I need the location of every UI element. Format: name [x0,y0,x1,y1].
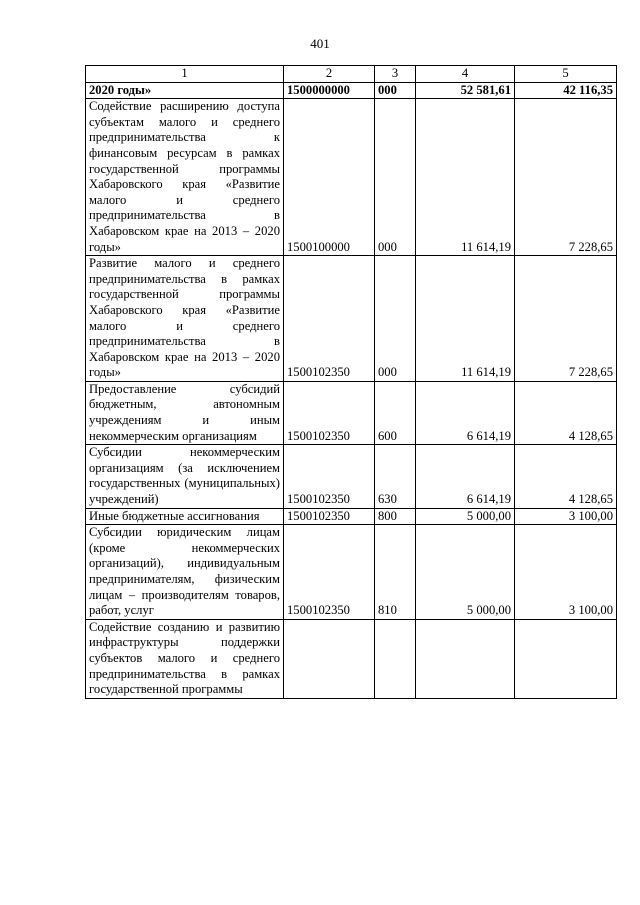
row-code-cell [284,619,375,698]
row-amount-col4-cell [416,619,515,698]
header-row [86,66,617,83]
row-amount-col4-cell: 6 614,19 [416,445,515,508]
page-number: 401 [310,36,330,51]
table-row [86,99,617,256]
header-col-3: 3 [375,66,416,83]
budget-table [85,65,617,699]
row-amount-col4-cell: 11 614,19 [416,256,515,382]
row-amount-col4-cell: 6 614,19 [416,381,515,444]
row-expense-type-cell: 600 [375,381,416,444]
table-row [86,619,617,698]
row-expense-type-cell: 810 [375,525,416,620]
row-code-cell: 1500000000 [284,82,375,99]
header-col-1: 1 [86,66,284,83]
row-amount-col5-cell [515,619,617,698]
row-code-cell: 1500102350 [284,508,375,525]
row-amount-col5-cell: 7 228,65 [515,256,617,382]
row-amount-col4-cell: 52 581,61 [416,82,515,99]
row-name-cell: Развитие малого и среднего предпринимательства в рамках государственной программы Хабаровского края «Развитие малого и среднего предпринимательства в Хабаровском крае на 2013 – 2020 годы» [86,256,284,382]
row-amount-col4-cell: 11 614,19 [416,99,515,256]
row-name-cell: Содействие расширению доступа субъектам малого и среднего предпринимательства к финансовым ресурсам в рамках государственной программы Хабаровского края «Развитие малого и среднего предпринимательства в Хабаровском крае на 2013 – 2020 годы» [86,99,284,256]
row-name-cell: Иные бюджетные ассигнования [86,508,284,525]
table-row [86,82,617,99]
row-expense-type-cell: 000 [375,82,416,99]
budget-table-body [86,66,617,699]
row-expense-type-cell: 630 [375,445,416,508]
row-expense-type-cell: 800 [375,508,416,525]
row-amount-col5-cell: 3 100,00 [515,508,617,525]
row-expense-type-cell [375,619,416,698]
table-row [86,256,617,382]
row-amount-col5-cell: 7 228,65 [515,99,617,256]
header-col-4: 4 [416,66,515,83]
row-amount-col5-cell: 3 100,00 [515,525,617,620]
row-name-cell: Предоставление субсидий бюджетным, автономным учреждениям и иным некоммерческим организациям [86,381,284,444]
table-row [86,445,617,508]
row-amount-col5-cell: 4 128,65 [515,381,617,444]
row-code-cell: 1500102350 [284,525,375,620]
row-code-cell: 1500102350 [284,381,375,444]
header-col-5: 5 [515,66,617,83]
table-row [86,381,617,444]
row-name-cell: Субсидии юридическим лицам (кроме некоммерческих организаций), индивидуальным предпринимателям, физическим лицам – производителям товаров, работ, услуг [86,525,284,620]
row-code-cell: 1500102350 [284,445,375,508]
row-expense-type-cell: 000 [375,256,416,382]
row-amount-col4-cell: 5 000,00 [416,508,515,525]
row-name-cell: Субсидии некоммерческим организациям (за исключением государственных (муниципальных) учреждений) [86,445,284,508]
row-amount-col5-cell: 42 116,35 [515,82,617,99]
row-amount-col5-cell: 4 128,65 [515,445,617,508]
row-code-cell: 1500102350 [284,256,375,382]
row-amount-col4-cell: 5 000,00 [416,525,515,620]
row-code-cell: 1500100000 [284,99,375,256]
table-row [86,525,617,620]
row-name-cell: Содействие созданию и развитию инфраструктуры поддержки субъектов малого и среднего предпринимательства в рамках государственной программы [86,619,284,698]
row-name-cell: 2020 годы» [86,82,284,99]
header-col-2: 2 [284,66,375,83]
table-row [86,508,617,525]
row-expense-type-cell: 000 [375,99,416,256]
